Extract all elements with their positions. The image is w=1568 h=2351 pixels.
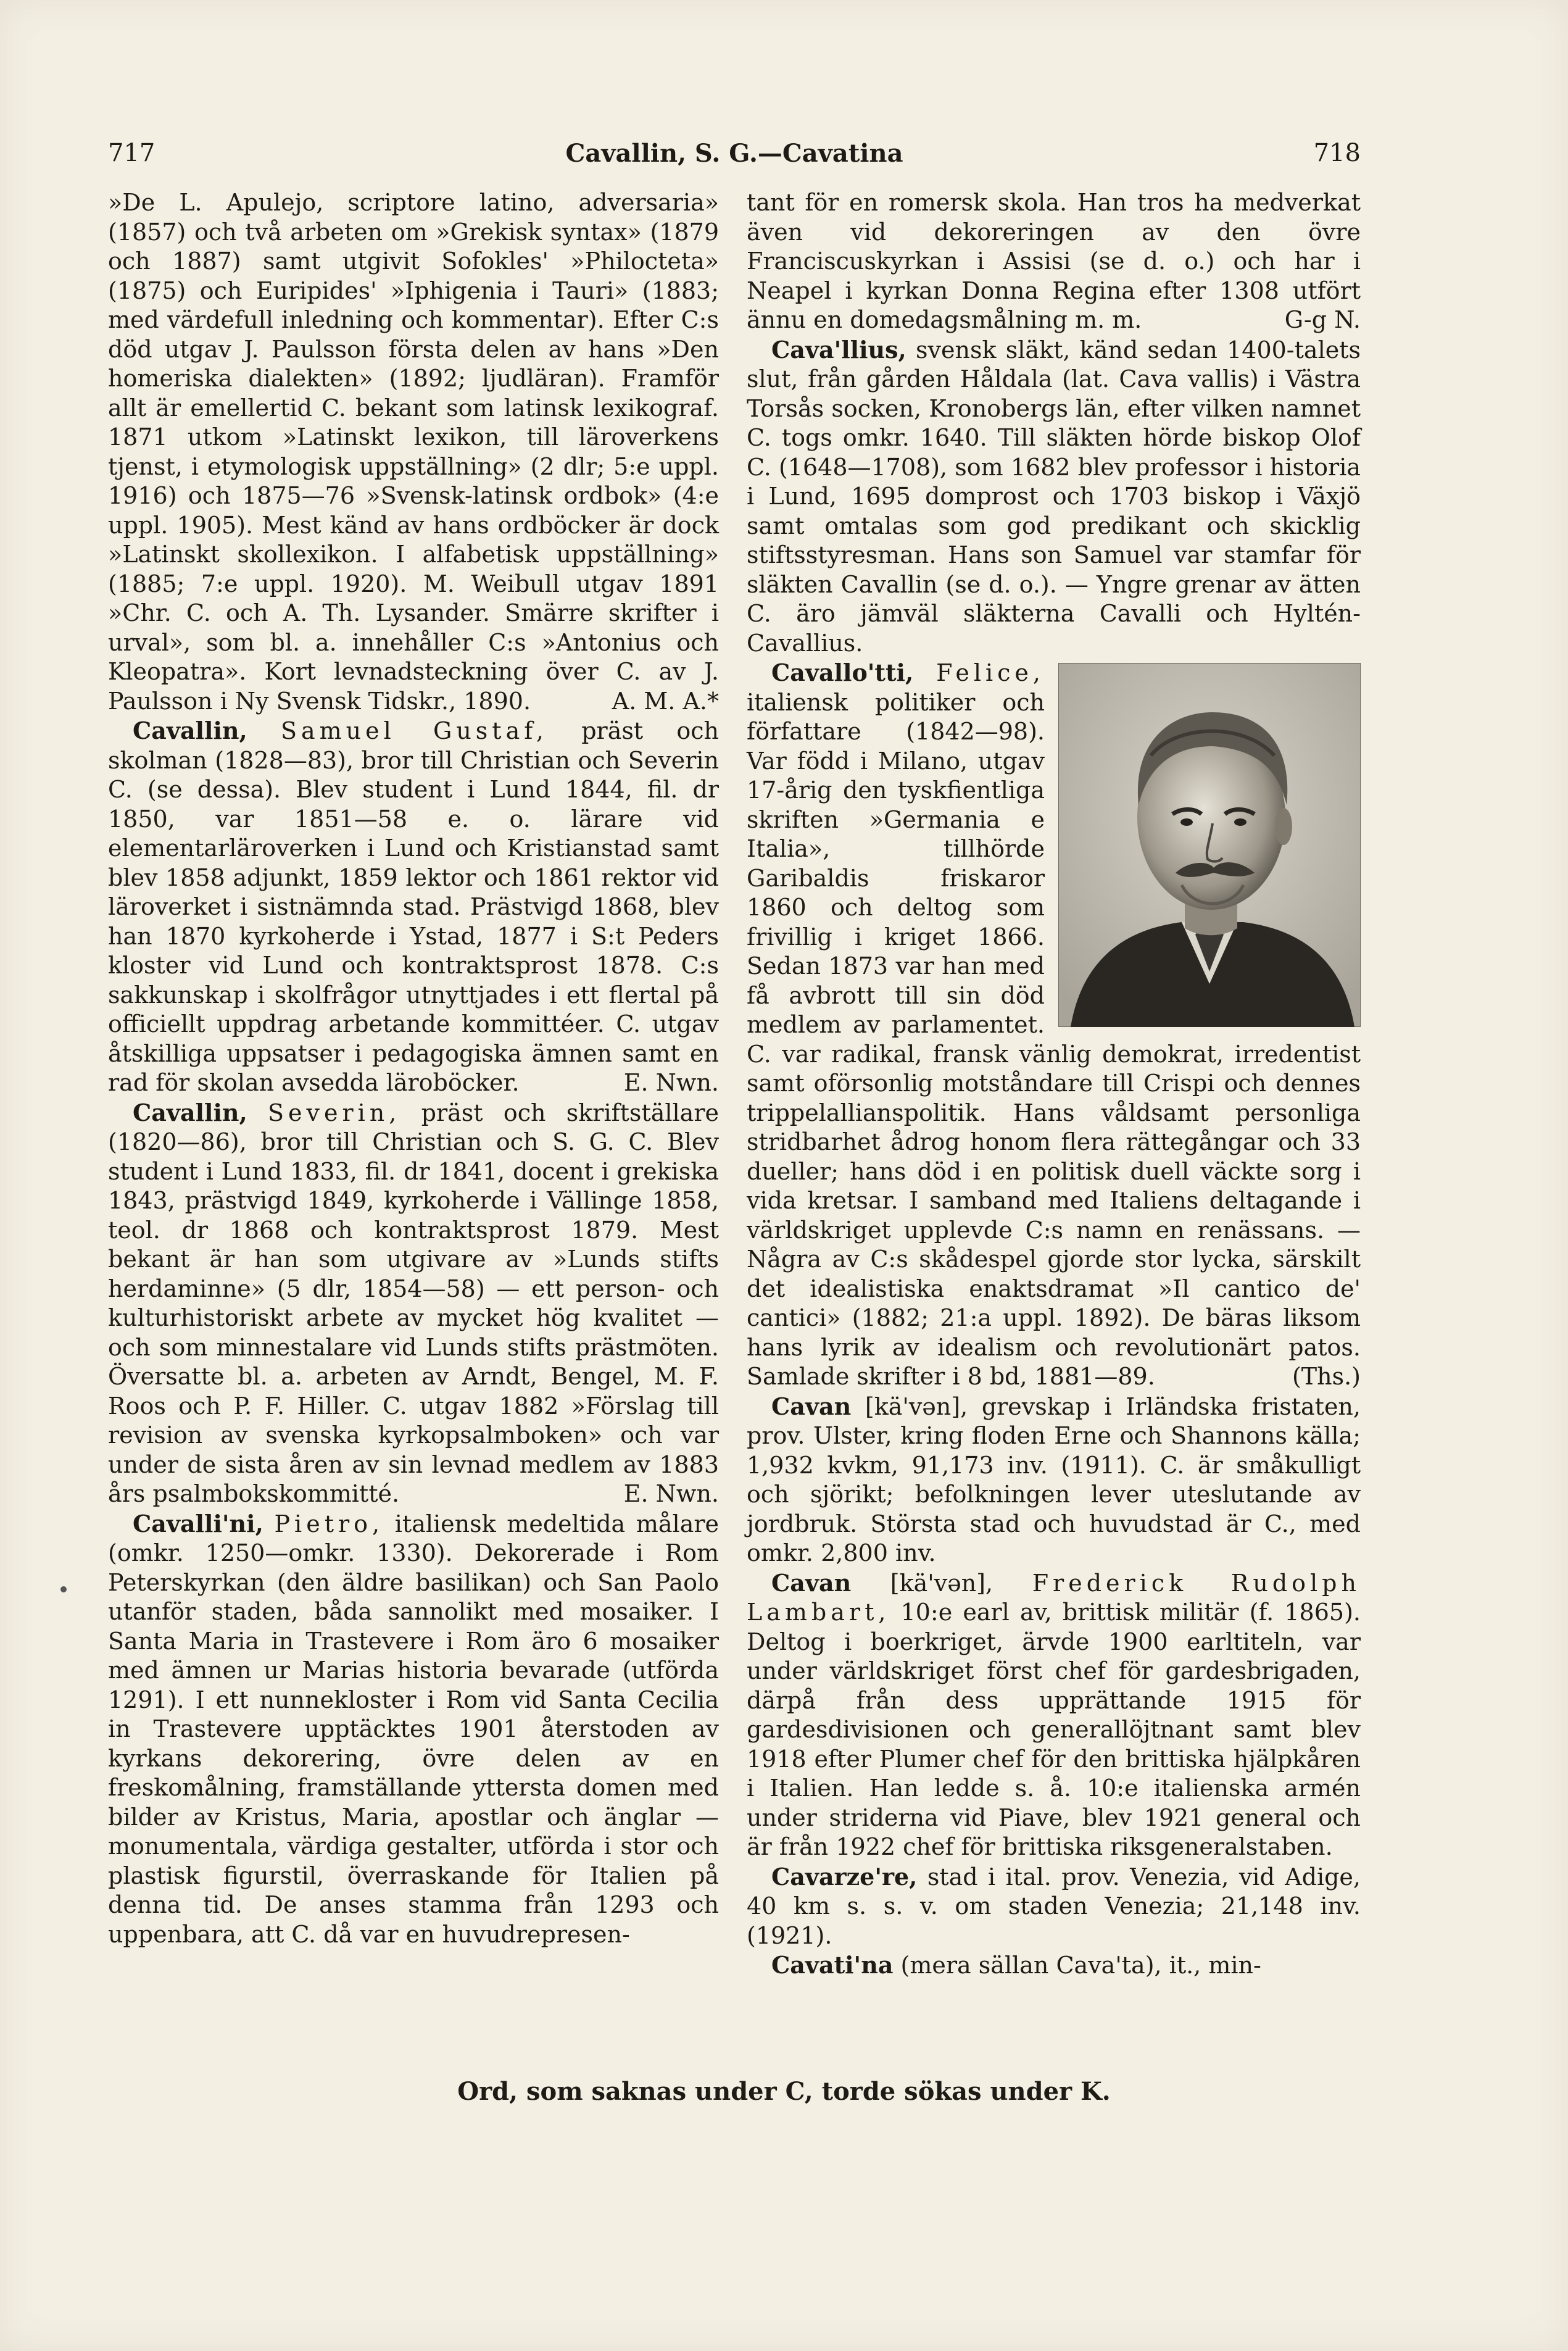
entry-person-name: Pietro, [274, 1510, 384, 1538]
entry-headword: Cavarze're, [771, 1862, 918, 1891]
entry-pronunciation: [kä'vən], [890, 1569, 993, 1597]
right-column [747, 188, 1361, 1981]
portrait-photo [1058, 663, 1361, 1027]
entry-signature: G-g N. [1284, 306, 1361, 333]
entry-headword: Cavalli'ni, [133, 1509, 263, 1538]
entry-headword: Cavallo'tti, [771, 659, 914, 686]
entry-headword: Cavallin, [133, 1098, 247, 1126]
entry-cavallini-pietro [108, 1509, 719, 1950]
entry-headword: Cava'llius, [771, 335, 906, 364]
entry-text: (mera sällan Cava'ta), it., min- [900, 1952, 1261, 1979]
entry-text: tant för en romersk skola. Han tros ha medverkat även vid dekoreringen av den övre Franciscuskyrkan i Assisi (se d. o.) och har i Neapel i kyrkan Donna Regina efter 1308 utfört ännu en domedagsmålning m. m. [747, 189, 1361, 333]
entry-cavallius [747, 335, 1361, 659]
entry-text: präst och skolman (1828—83), bror till Christian och Severin C. (se dessa). Blev student i Lund 1844, fil. dr 1850, var 1851—58 e. o. lärare vid elementarläroverken i Lund och Kristianstad samt blev 1858 adjunkt, 1859 lektor och 1861 rektor vid läroverket i sistnämnda stad. Prästvigd 1868, blev han 1870 kyrkoherde i Ystad, 1877 i S:t Peders kloster vid Lund och kontraktsprost 1878. C:s sakkunskap i skolfrågor utnyttjades i ett flertal på officiellt uppdrag arbetande kommittéer. C. utgav åtskilliga uppsatser i pedagogiska ämnen samt en rad för skolan avsedda läroböcker. [108, 717, 719, 1096]
entry-signature: A. M. A.* [612, 687, 719, 715]
running-title: Cavallin, S. G.—Cavatina [565, 139, 903, 168]
entry-headword: Cavallin, [133, 717, 247, 744]
entry-person-name: Frederick Rudolph Lambart, [747, 1569, 1361, 1626]
entry-text: italiensk medeltida målare (omkr. 1250—omkr. 1330). Dekorerade i Rom Peterskyrkan (den äldre basilikan) och San Paolo utanför staden, båda sannolikt med mosaiker. I Santa Maria in Trastevere i Rom äro 6 mosaiker med ämnen ur Marias historia bevarade (utförda 1291). I ett nunnekloster i Rom vid Santa Cecilia in Trastevere upptäcktes 1901 återstoden av kyrkans dekorering, övre delen av en freskomålning, framställande yttersta domen med bilder av Kristus, Maria, apostlar och änglar — monumentala, värdiga gestalter, utförda i stor och plastisk figurstil, överraskande för Italien på denna tid. De anses stamma från 1293 och uppenbara, att C. då var en huvudrepresen- [108, 1510, 719, 1948]
left-column [108, 188, 719, 1949]
entry-text: präst och skriftställare (1820—86), bror till Christian och S. G. C. Blev student i Lund 1833, fil. dr 1841, docent i grekiska 1843, prästvigd 1849, kyrkoherde i Vällinge 1858, teol. dr 1868 och kontraktsprost 1879. Mest bekant är han som utgivare av »Lunds stifts herdaminne» (5 dlr, 1854—58) — ett person- och kulturhistoriskt arbete av mycket hög kvalitet — och som minnestalare vid Lunds stifts prästmöten. Översatte bl. a. arbeten av Arndt, Bengel, M. F. Roos och P. F. Hiller. C. utgav 1882 »Förslag till revision av svenska kyrkopsalmboken» och var under de sista åren av sin levnad medlem av 1883 års psalmbokskommitté. [108, 1099, 719, 1507]
entry-signature: E. Nwn. [623, 1480, 719, 1507]
entry-headword: Cavan [771, 1568, 852, 1597]
entry-person-name: Severin, [268, 1099, 401, 1126]
entry-cavan-county [747, 1392, 1361, 1568]
entry-person-name: Samuel Gustaf, [280, 717, 549, 744]
entry-cavarzere [747, 1862, 1361, 1951]
page-number-left: 717 [108, 139, 156, 167]
portrait-figure [1058, 663, 1361, 1027]
entry-text: stad i ital. prov. Venezia, vid Adige, 40 km s. s. v. om staden Venezia; 21,148 inv. (1921). [747, 1863, 1361, 1949]
margin-mark [60, 1586, 67, 1592]
entry-text: italiensk politiker och författare (1842—98). Var född i Milano, utgav 17-årig den tyskfientliga skriften »Germania e Italia», tillhörde Garibaldis friskaror 1860 och deltog som frivillig i kriget 1866. Sedan 1873 var han med få avbrott till sin död medlem av parlamentet. C. var radikal, fransk vänlig demokrat, irredentist samt oförsonlig motståndare till Crispi och dennes trippelallianspolitik. Hans våldsamt personliga stridbarhet ådrog honom flera rättegångar och 33 dueller; hans död i en politisk duell väckte sorg i vida kretsar. I samband med Italiens deltagande i världskriget upplevde C:s namn en renässans. — Några av C:s skådespel gjorde stor lycka, särskilt det idealistiska enaktsdramat »Il cantico de' cantici» (1882; 21:a uppl. 1892). De bäras liksom hans lyrik av idealism och revolutionärt patos. Samlade skrifter i 8 bd, 1881—89. [747, 688, 1361, 1390]
entry-cavallin-samuel-gustaf [108, 716, 719, 1098]
entry-headword: Cavan [771, 1392, 852, 1420]
entry-headword: Cavati'na [771, 1951, 894, 1979]
footer-note: Ord, som saknas under C, torde sökas under K. [457, 2077, 1111, 2106]
entry-text: svensk släkt, känd sedan 1400-talets slut, från gården Håldala (lat. Cava vallis) i Västra Torsås socken, Kronobergs län, efter vilken namnet C. togs omkr. 1640. Till släkten hörde biskop Olof C. (1648—1708), som 1682 blev professor i historia i Lund, 1695 domprost och 1703 biskop i Växjö samt omtalas som god predikant och skicklig stiftsstyresman. Hans son Samuel var stamfar för släkten Cavallin (se d. o.). — Yngre grenar av ätten C. äro jämväl släkterna Cavalli och Hyltén-Cavallius. [747, 336, 1361, 657]
entry-text: 10:e earl av, brittisk militär (f. 1865). Deltog i boerkriget, ärvde 1900 earltiteln, var under världskriget först chef för gardesbrigaden, därpå från dess upprättande 1915 för gardesdivisionen och generallöjtnant samt blev 1918 efter Plumer chef för den brittiska hjälpkåren i Italien. Han ledde s. å. 10:e italienska armén under striderna vid Piave, blev 1921 general och är från 1922 chef för brittiska riksgeneralstaben. [747, 1599, 1361, 1860]
entry-cavatina [747, 1950, 1361, 1981]
entry-cavallotti-felice [747, 658, 1361, 1392]
page-header [108, 127, 1361, 176]
entry-signature: (Ths.) [1292, 1363, 1361, 1390]
entry-text: [kä'vən], grevskap i Irländska fristaten, prov. Ulster, kring floden Erne och Shannons källa; 1,932 kvkm, 91,173 inv. (1911). C. är småkulligt och sjörikt; befolkningen lever uteslutande av jordbruk. Största stad och huvudstad är C., med omkr. 2,800 inv. [747, 1392, 1361, 1567]
entry-cavan-earl [747, 1568, 1361, 1862]
entry-cavallin-christian-continued [108, 188, 719, 716]
page-number-right: 718 [1313, 139, 1361, 167]
entry-cavallin-severin [108, 1098, 719, 1509]
entry-person-name: Felice, [936, 659, 1045, 686]
entry-signature: E. Nwn. [623, 1069, 719, 1096]
entry-text: »De L. Apulejo, scriptore latino, adversaria» (1857) och två arbeten om »Grekisk syntax» (1879 och 1887) samt utgivit Sofokles' »Philocteta» (1875) och Euripides' »Iphigenia i Tauri» (1883; med värdefull inledning och kommentar). Efter C:s död utgav J. Paulsson första delen av hans »Den homeriska dialekten» (1892; ljudläran). Framför allt är emellertid C. bekant som latinsk lexikograf. 1871 utkom »Latinskt lexikon, till läroverkens tjenst, i etymologisk uppställning» (2 dlr; 5:e uppl. 1916) och 1875—76 »Svensk-latinsk ordbok» (4:e uppl. 1905). Mest känd av hans ordböcker är dock »Latinskt skollexikon. I alfabetisk uppställning» (1885; 7:e uppl. 1920). M. Weibull utgav 1891 »Chr. C. och A. Th. Lysander. Smärre skrifter i urval», som bl. a. innehåller C:s »Antonius och Kleopatra». Kort levnadsteckning över C. av J. Paulsson i Ny Svensk Tidskr., 1890. [108, 189, 719, 715]
entry-cavallini-continued [747, 188, 1361, 335]
